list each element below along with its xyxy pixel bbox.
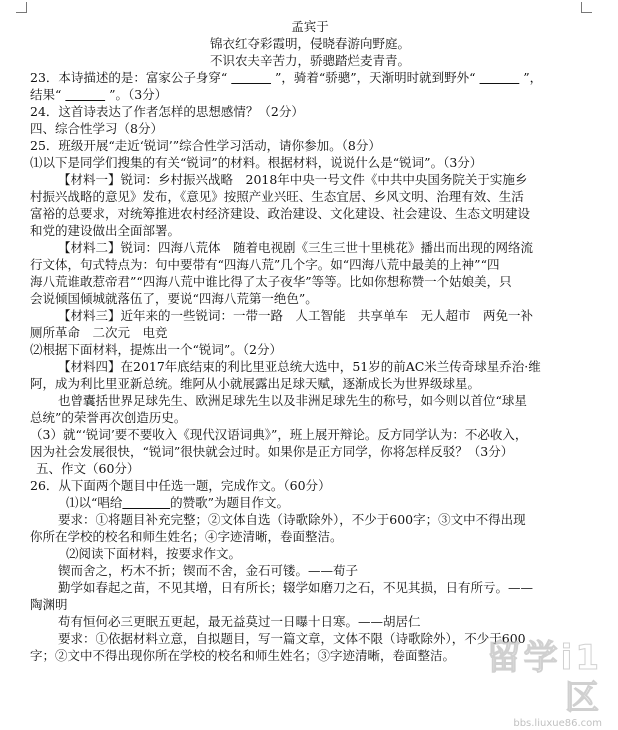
section-5-heading: 五、作文（60分） [36,461,140,476]
requirement-1-line: 要求：①将题目补充完整；②文体自选（诗歌除外），不少于600字；③文中不得出现 [58,512,526,527]
q23-part-a: 23．本诗描述的是：富家公子身穿“ [30,70,228,85]
topic-1-part-a: ⑴以“唱给 [66,495,123,510]
requirement-1-line: 你所在学校的校名和师生姓名；④字迹清晰，卷面整洁。 [30,529,343,544]
question-25: 25．班级开展“走近‘锐词’”综合性学习活动，请你参加。（8分） [30,138,381,153]
q23-blank-2 [476,70,524,85]
q23-part-b: ”，骑着“骄骢”，天渐明时就到野外“ [275,70,476,85]
q23-blank-1 [227,70,275,85]
section-4-heading: 四、综合性学习（8分） [30,121,163,136]
quote-xunzi: 锲而舍之，朽木不折；锲而不舍，金石可镂。——荀子 [58,563,359,578]
topic-2: ⑵阅读下面材料，按要求作文。 [66,546,242,561]
topic-1-part-b: 的赞歌”为题目作文。 [170,495,289,510]
question-23 [30,69,590,86]
quote-tao-yuanming: 勤学如春起之苗，不见其增，日有所长；辍学如磨刀之石，不见其损，日有所亏。—— [58,580,534,595]
poem-line-2: 不识农夫辛苦力，骄骢踏烂麦青青。 [209,53,410,68]
material-4-line: 【材料四】在2017年底结束的利比里亚总统大选中，51岁的前AC米兰传奇球星乔治·维 [58,359,541,374]
quote-hu-juren: 苟有恒何必三更眠五更起，最无益莫过一日曝十日寒。——胡居仁 [58,614,421,629]
crop-mark-top-right [581,2,592,13]
q23-part-e: ”。（3分） [109,87,168,102]
material-1-line: 【材料一】锐词：乡村振兴战略 2018年中央一号文件《中共中央国务院关于实施乡 [58,172,528,187]
question-25-2: ⑵根据下面材料，提炼出一个“锐词”。（2分） [30,342,282,357]
requirement-2-line: 字；②文中不得出现你所在学校的校名和师生姓名；③字迹清晰，卷面整洁。 [30,648,456,663]
document-body [30,18,590,664]
material-2-line: 行文体，句式特点为：句中要带有“四海八荒”几个字。如“四海八荒中最美的上神”“四 [30,257,500,272]
question-25-1: ⑴以下是同学们搜集的有关“锐词”的材料。根据材料，说说什么是“锐词”。（3分） [30,155,483,170]
material-3-line: 厕所革命 二次元 电竞 [30,325,168,340]
material-4-line: 总统”的荣誉再次创造历史。 [30,410,187,425]
question-26: 26．从下面两个题目中任选一题，完成作文。（60分） [30,478,331,493]
topic-1-blank [122,495,170,510]
question-24: 24．这首诗表达了作者怎样的思想感情？（2分） [30,104,304,119]
material-1-line: 和党的建设做出全面部署。 [30,223,181,238]
q23-part-d: 结果“ [30,87,62,102]
question-23-cont [30,86,590,103]
watermark-logo-text: 留学i1区 [486,638,602,718]
q23-blank-3 [61,87,109,102]
material-1-line: 富裕的总要求，对统筹推进农村经济建设、政治建设、文化建设、社会建设、生态文明建设 [30,206,531,221]
material-2-line: 会说倾国倾城就落伍了，要说“四海八荒第一绝色”。 [30,291,318,306]
poem-author: 孟宾于 [291,19,329,34]
material-4-line: 也曾囊括世界足球先生、欧洲足球先生以及非洲足球先生的称号，如今则以首位“球星 [58,393,527,408]
material-2-line: 【材料二】锐词：四海八荒体 随着电视剧《三生三世十里桃花》播出而出现的网络流 [58,240,534,255]
site-watermark [452,638,602,729]
material-2-line: 海八荒谁敢惹帝君”“四海八荒中谁比得了太子夜华”等等。比如你想称赞一个姑娘美，只 [30,274,512,289]
material-3-line: 【材料三】近年来的一些锐词：一带一路 人工智能 共享单车 无人超市 两免一补 [58,308,534,323]
watermark-url: bbs.liuxue86.com [513,718,602,729]
topic-1 [30,494,590,511]
crop-mark-top-left [16,2,27,13]
quote-tao-yuanming-author: 陶渊明 [30,597,68,612]
q23-part-c: ”， [523,70,543,85]
material-1-line: 村振兴战略的意见》发布，《意见》按照产业兴旺、生态宜居、乡风文明、治理有效、生活 [30,189,524,204]
question-25-3-cont: 因为社会发展很快，“锐词”很快就会过时。如果你是正方同学，你将怎样反驳？（3分） [30,444,514,459]
poem-line-1: 锦衣红夺彩霞明，侵晓春游向野庭。 [209,36,410,51]
material-4-line: 阿，成为利比里亚新总统。维阿从小就展露出足球天赋，逐渐成长为世界级球星。 [30,376,481,391]
requirement-2-line: 要求：①依据材料立意，自拟题目，写一篇文章，文体不限（诗歌除外），不少于600 [58,631,526,646]
question-25-3: （3）就“‘锐词’要不要收入《现代汉语词典》”，班上展开辩论。反方同学认为：不必收入， [30,427,528,442]
